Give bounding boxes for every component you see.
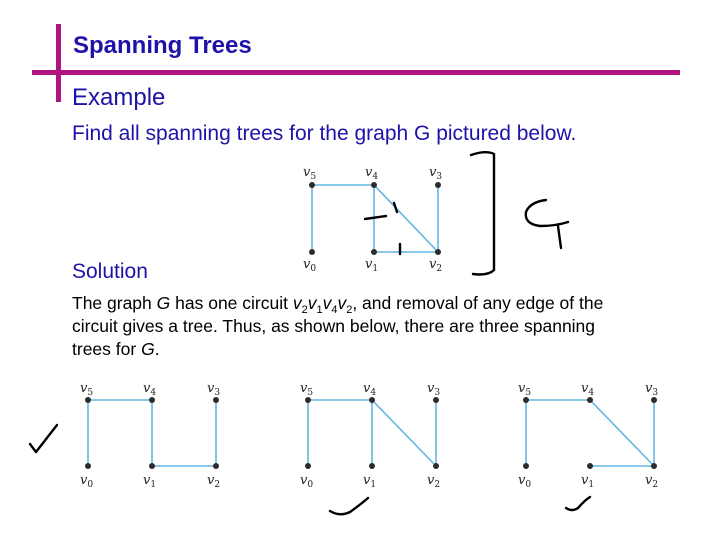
vertex-v0 [305, 463, 311, 469]
ink-checkmark-left [30, 425, 57, 452]
vertex-v2 [651, 463, 657, 469]
vertex-v2 [213, 463, 219, 469]
label-v3: $v_3$ [207, 381, 221, 398]
label-v1: $v_1$ [363, 473, 377, 490]
ink-letter-g [526, 200, 568, 248]
label-v4: $v_4$ [365, 165, 379, 182]
slide-title: Spanning Trees [73, 32, 252, 59]
ink-bracket [471, 152, 494, 274]
spanning-tree-3 [508, 375, 678, 495]
label-v5: $v_5$ [300, 381, 314, 398]
spanning-tree-2 [290, 375, 460, 495]
label-v4: $v_4$ [581, 381, 595, 398]
label-v0: $v_0$ [300, 473, 314, 490]
label-v4: $v_4$ [363, 381, 377, 398]
label-v0: $v_0$ [80, 473, 94, 490]
label-v5: $v_5$ [518, 381, 532, 398]
para-line-1: The graph G has one circuit $v_2v_1v_4v_2$, and removal of any edge of the [72, 293, 604, 316]
para-line-3: trees for G. [72, 339, 160, 359]
example-heading: Example [72, 84, 166, 111]
label-v2: $v_2$ [207, 473, 221, 490]
label-v1: $v_1$ [143, 473, 157, 490]
label-v3: $v_3$ [429, 165, 443, 182]
para-line-2: circuit gives a tree. Thus, as shown below, there are three spanning [72, 316, 596, 336]
vertex-v1 [587, 463, 593, 469]
label-v2: $v_2$ [427, 473, 441, 490]
label-v3: $v_3$ [427, 381, 441, 398]
label-v0: $v_0$ [303, 257, 317, 274]
label-v1: $v_1$ [581, 473, 595, 490]
problem-text: Find all spanning trees for the graph G pictured below. [72, 122, 577, 145]
vertex-v0 [85, 463, 91, 469]
ink-tick-dash [365, 216, 386, 219]
vertex-v1 [369, 463, 375, 469]
edge-v4-v2 [372, 400, 436, 466]
ink-checkmark-middle [330, 498, 368, 514]
label-v5: $v_5$ [80, 381, 94, 398]
label-v1: $v_1$ [365, 257, 379, 274]
label-v0: $v_0$ [518, 473, 532, 490]
vertex-v1 [149, 463, 155, 469]
ink-tick-upper [394, 203, 397, 212]
solution-paragraph [72, 292, 692, 361]
label-v2: $v_2$ [645, 473, 659, 490]
label-v5: $v_5$ [303, 165, 317, 182]
vertex-v0 [523, 463, 529, 469]
label-v4: $v_4$ [143, 381, 157, 398]
solution-heading: Solution [72, 260, 148, 283]
ink-checkmark-right [566, 497, 590, 510]
label-v3: $v_3$ [645, 381, 659, 398]
vertex-v2 [433, 463, 439, 469]
edge-v4-v2 [590, 400, 654, 466]
label-v2: $v_2$ [429, 257, 443, 274]
spanning-tree-1 [70, 375, 240, 495]
